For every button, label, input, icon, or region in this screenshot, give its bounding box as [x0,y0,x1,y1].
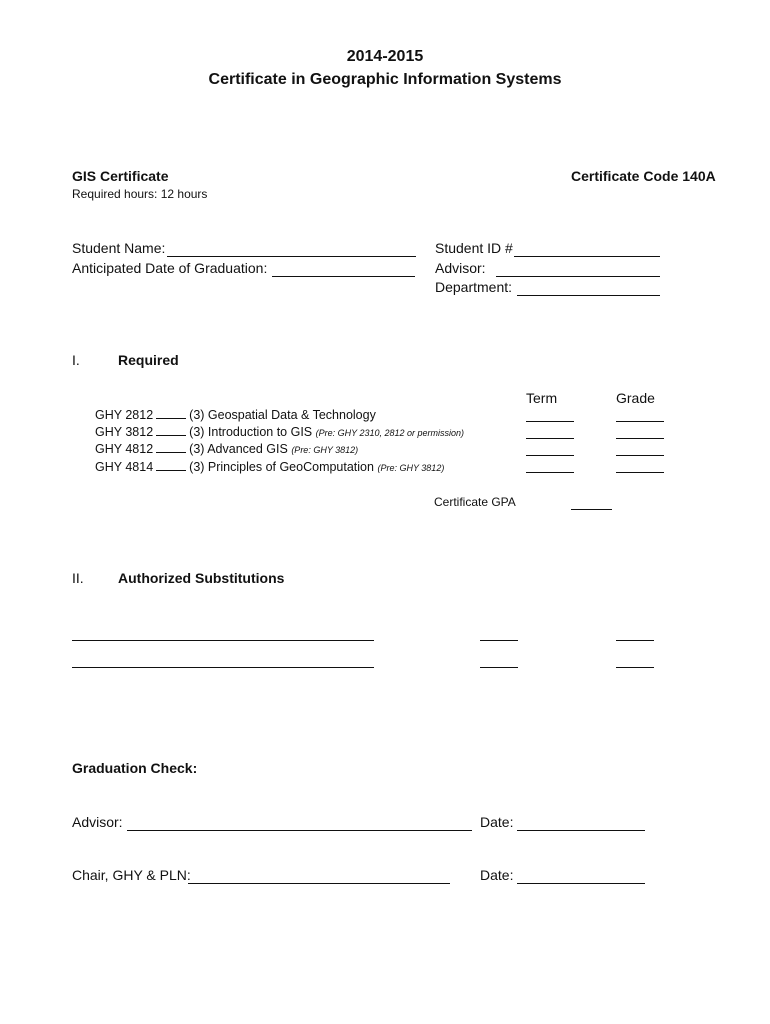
advisor-date-field[interactable] [517,830,645,831]
grade-field[interactable] [616,472,664,473]
grade-header: Grade [616,390,655,406]
section-i-heading: Required [118,352,179,368]
department-field[interactable] [517,295,660,296]
graduation-check-heading: Graduation Check: [72,760,198,776]
term-field[interactable] [526,421,574,422]
graduation-advisor-field[interactable] [127,830,472,831]
substitution-grade-field[interactable] [616,640,654,641]
substitution-course-field[interactable] [72,640,374,641]
graduation-advisor-label: Advisor: [72,814,123,830]
course-check-field[interactable] [156,469,186,471]
graduation-date-label: Anticipated Date of Graduation: [72,260,268,276]
course-row [95,408,376,422]
course-code: GHY 3812 [95,425,154,439]
term-field[interactable] [526,438,574,439]
course-row [95,460,444,474]
grade-field[interactable] [616,421,664,422]
document-year: 2014-2015 [346,48,424,65]
document-title: Certificate in Geographic Information Systems [208,71,562,88]
course-title: (3) Introduction to GIS [189,425,313,439]
student-id-field[interactable] [514,256,660,257]
section-ii-heading: Authorized Substitutions [118,570,285,586]
chair-date-label: Date: [480,867,514,883]
department-label: Department: [435,279,513,295]
course-prereq: (Pre: GHY 3812) [291,445,359,455]
term-field[interactable] [526,455,574,456]
substitution-grade-field[interactable] [616,667,654,668]
grade-field[interactable] [616,438,664,439]
course-code: GHY 4812 [95,442,154,456]
section-ii-numeral: II. [72,570,84,586]
term-header: Term [526,390,558,406]
chair-signature-field[interactable] [188,883,450,884]
course-title: (3) Geospatial Data & Technology [189,408,376,422]
course-prereq: (Pre: GHY 2310, 2812 or permission) [315,428,465,438]
course-title: (3) Advanced GIS [189,442,288,456]
course-check-field[interactable] [156,417,186,419]
student-name-field[interactable] [167,256,416,257]
certificate-code: Certificate Code 140A [571,168,716,184]
certificate-gpa-field[interactable] [571,509,612,510]
course-row [95,442,358,456]
advisor-date-label: Date: [480,814,514,830]
graduation-date-field[interactable] [272,276,415,277]
section-i-numeral: I. [72,352,80,368]
chair-label: Chair, GHY & PLN: [72,867,191,883]
term-field[interactable] [526,472,574,473]
substitution-course-field[interactable] [72,667,374,668]
certificate-name: GIS Certificate [72,168,169,184]
course-check-field[interactable] [156,434,186,436]
course-title: (3) Principles of GeoComputation [189,460,374,474]
student-id-label: Student ID # [435,240,513,256]
grade-field[interactable] [616,455,664,456]
advisor-label: Advisor: [435,260,486,276]
advisor-field[interactable] [496,276,660,277]
required-hours: Required hours: 12 hours [72,187,208,201]
course-prereq: (Pre: GHY 3812) [377,463,445,473]
chair-date-field[interactable] [517,883,645,884]
student-name-label: Student Name: [72,240,166,256]
course-row [95,425,464,439]
certificate-gpa-label: Certificate GPA [434,495,516,509]
course-code: GHY 4814 [95,460,154,474]
substitution-term-field[interactable] [480,640,518,641]
course-check-field[interactable] [156,451,186,453]
substitution-term-field[interactable] [480,667,518,668]
course-code: GHY 2812 [95,408,154,422]
